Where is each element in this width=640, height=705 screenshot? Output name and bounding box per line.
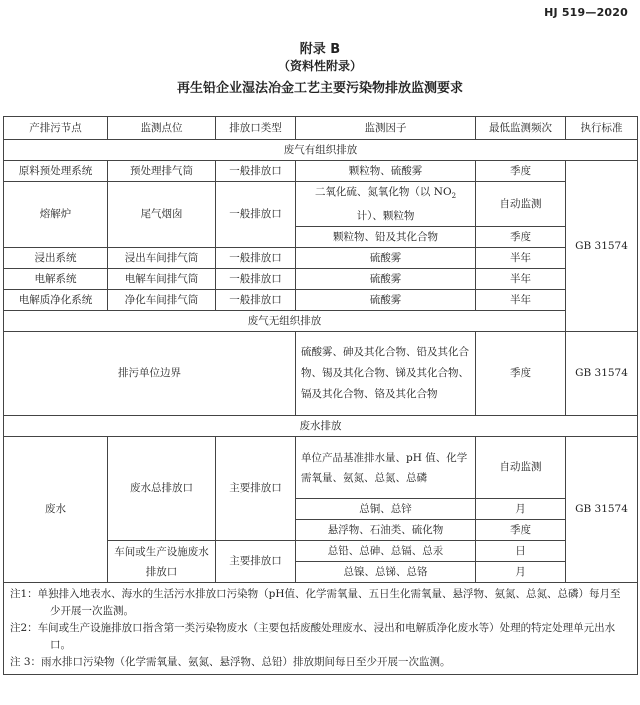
section-title: 废水排放 <box>4 416 638 437</box>
cell-standard: GB 31574 <box>566 161 638 332</box>
column-header: 执行标准 <box>566 117 638 140</box>
section-row <box>4 140 638 161</box>
table-row <box>4 269 638 290</box>
cell-point: 电解车间排气筒 <box>108 269 216 290</box>
section-title: 废气无组织排放 <box>4 311 566 332</box>
cell-factor <box>296 182 476 227</box>
cell-frequency: 半年 <box>476 290 566 311</box>
cell-frequency: 季度 <box>476 332 566 416</box>
cell-point: 废水总排放口 <box>108 437 216 541</box>
cell-frequency: 自动监测 <box>476 437 566 499</box>
section-row <box>4 416 638 437</box>
cell-node: 原料预处理系统 <box>4 161 108 182</box>
column-header: 产排污节点 <box>4 117 108 140</box>
notes-row <box>4 583 638 675</box>
note-item: 注 3：雨水排口污染物（化学需氧量、氨氮、悬浮物、总铅）排放期间每日至少开展一次监测。 <box>10 656 451 669</box>
column-header: 监测因子 <box>296 117 476 140</box>
notes-cell <box>4 583 638 675</box>
cell-standard: GB 31574 <box>566 332 638 416</box>
standard-code: HJ 519—2020 <box>544 6 628 19</box>
cell-factor: 悬浮物、石油类、硫化物 <box>296 520 476 541</box>
cell-frequency: 日 <box>476 541 566 562</box>
section-row <box>4 311 638 332</box>
cell-type: 主要排放口 <box>216 437 296 541</box>
column-header: 排放口类型 <box>216 117 296 140</box>
table-row <box>4 248 638 269</box>
cell-factor: 单位产品基准排水量、pH 值、化学需氧量、氨氮、总氮、总磷 <box>296 437 476 499</box>
cell-factor: 总铅、总砷、总镉、总汞 <box>296 541 476 562</box>
cell-frequency: 季度 <box>476 520 566 541</box>
cell-frequency: 月 <box>476 499 566 520</box>
cell-point: 净化车间排气筒 <box>108 290 216 311</box>
cell-factor: 硫酸雾 <box>296 248 476 269</box>
table-row <box>4 182 638 227</box>
cell-type: 主要排放口 <box>216 541 296 583</box>
cell-type: 一般排放口 <box>216 290 296 311</box>
factor-text: 计）、颗粒物 <box>356 210 415 223</box>
cell-point: 排污单位边界 <box>4 332 296 416</box>
note-item: 注1：单独排入地表水、海水的生活污水排放口污染物（pH值、化学需氧量、五日生化需氧量、悬浮物、氨氮、总氮、总磷）每月至少开展一次监测。 <box>10 588 621 618</box>
cell-point: 尾气烟囱 <box>108 182 216 248</box>
appendix-title: 再生铅企业湿法冶金工艺主要污染物排放监测要求 <box>176 81 463 96</box>
cell-frequency: 季度 <box>476 161 566 182</box>
table-header-row <box>4 117 638 140</box>
cell-frequency: 季度 <box>476 227 566 248</box>
table-row <box>4 161 638 182</box>
cell-node: 废水 <box>4 437 108 583</box>
subscript: 2 <box>451 192 457 201</box>
cell-node: 熔解炉 <box>4 182 108 248</box>
cell-node: 电解质净化系统 <box>4 290 108 311</box>
cell-frequency: 半年 <box>476 269 566 290</box>
cell-point: 浸出车间排气筒 <box>108 248 216 269</box>
cell-node: 电解系统 <box>4 269 108 290</box>
cell-factor: 硫酸雾 <box>296 269 476 290</box>
note-item: 注2：车间或生产设施排放口指含第一类污染物废水（主要包括废酸处理废水、浸出和电解质净化废水等）处理的特定处理单元出水口。 <box>10 622 616 652</box>
cell-factor: 颗粒物、铅及其化合物 <box>296 227 476 248</box>
cell-factor: 颗粒物、硫酸雾 <box>296 161 476 182</box>
cell-point: 预处理排气筒 <box>108 161 216 182</box>
cell-frequency: 自动监测 <box>476 182 566 227</box>
table-row <box>4 437 638 499</box>
cell-type: 一般排放口 <box>216 248 296 269</box>
cell-factor: 总铜、总锌 <box>296 499 476 520</box>
cell-factor: 硫酸雾、砷及其化合物、铅及其化合物、锡及其化合物、锑及其化合物、镉及其化合物、铬及其化合物 <box>296 332 476 416</box>
section-title: 废气有组织排放 <box>4 140 638 161</box>
cell-type: 一般排放口 <box>216 182 296 248</box>
cell-type: 一般排放口 <box>216 269 296 290</box>
cell-point: 车间或生产设施废水排放口 <box>108 541 216 583</box>
column-header: 最低监测频次 <box>476 117 566 140</box>
cell-node: 浸出系统 <box>4 248 108 269</box>
cell-frequency: 月 <box>476 562 566 583</box>
table-row <box>4 332 638 416</box>
column-header: 监测点位 <box>108 117 216 140</box>
cell-factor: 硫酸雾 <box>296 290 476 311</box>
factor-text: 二氧化硫、氮氧化物（以 NO <box>314 186 452 198</box>
cell-standard: GB 31574 <box>566 437 638 583</box>
appendix-nature: （资料性附录） <box>277 59 362 73</box>
appendix-heading: 附录 B <box>299 42 341 57</box>
cell-type: 一般排放口 <box>216 161 296 182</box>
table-row <box>4 290 638 311</box>
cell-factor: 总镍、总锑、总铬 <box>296 562 476 583</box>
monitoring-requirements-table <box>3 116 638 675</box>
cell-frequency: 半年 <box>476 248 566 269</box>
